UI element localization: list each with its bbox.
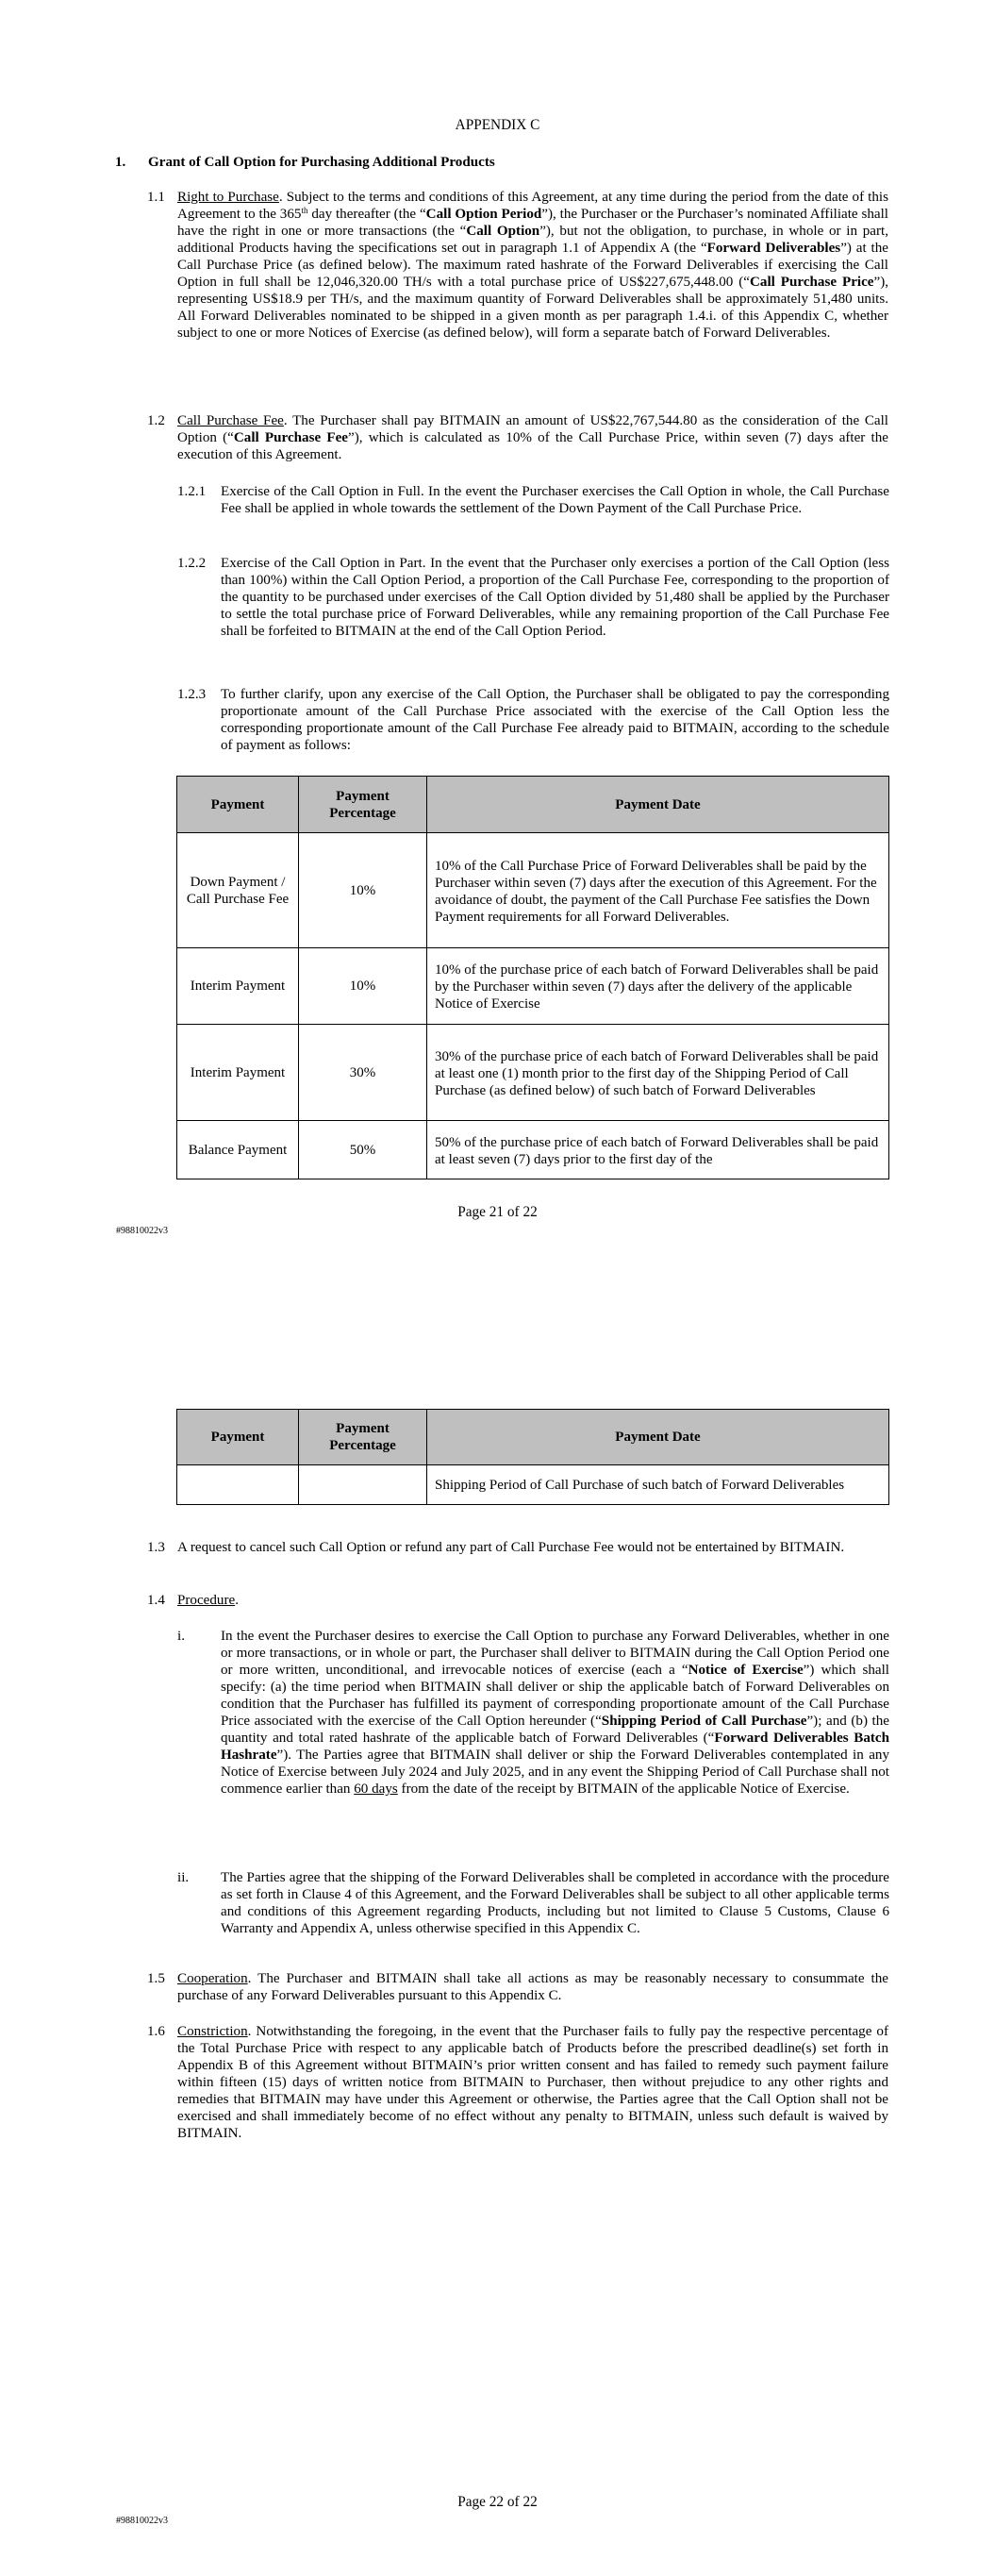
clause-heading: Cooperation bbox=[177, 1971, 248, 1986]
clause-heading: Procedure bbox=[177, 1593, 236, 1608]
superscript: th bbox=[301, 206, 308, 215]
cell-percentage: 10% bbox=[299, 833, 427, 948]
subclause-number: 1.2.2 bbox=[177, 556, 207, 571]
cell-percentage: 30% bbox=[299, 1025, 427, 1121]
defined-term: Call Purchase Price bbox=[750, 275, 874, 290]
table-row bbox=[177, 1121, 889, 1179]
cell-payment: Interim Payment bbox=[177, 948, 299, 1025]
text-run: ”). The Parties agree that BITMAIN shall deliver or ship the Forward Deliverables contemplated in any Notice of Exercise between July 2024 and July 2025, and in any event the Shipping Period of Call Purchase shall not commence earlier than bbox=[221, 1748, 889, 1797]
defined-term: Shipping Period of Call Purchase bbox=[601, 1714, 807, 1729]
clause-number: 1.1 bbox=[147, 190, 165, 205]
text-run: . Notwithstanding the foregoing, in the event that the Purchaser fails to fully pay the respective percentage of the Total Purchase Price with respect to any applicable batch of Products before the prescribed deadline(s) set forth in Appendix B of this Agreement without BITMAIN’s prior written consent and has failed to remedy such payment failure within fifteen (15) days of written notice from BITMAIN to Purchaser, then without prejudice to any other rights and remedies that BITMAIN may have under this Agreement or otherwise, the Parties agree that the Call Option shall not be exercised and shall immediately become of no effect without any penalty to BITMAIN, unless such default is waived by BITMAIN. bbox=[177, 2024, 888, 2141]
item-text bbox=[221, 1628, 889, 1798]
clause-heading: Right to Purchase bbox=[177, 190, 279, 205]
text-run: ”), but not the obligation, to purchase, in whole or in part, additional Products having the specifications set out in paragraph 1.1 of Appendix A (the “ bbox=[177, 224, 888, 256]
cell-date: 10% of the purchase price of each batch of Forward Deliverables shall be paid by the Purchaser within seven (7) days after the delivery of the applicable Notice of Exercise bbox=[427, 948, 889, 1025]
text-run: . The Purchaser and BITMAIN shall take all actions as may be reasonably necessary to consummate the purchase of any Forward Deliverables pursuant to this Appendix C. bbox=[177, 1971, 888, 2003]
text-run: . bbox=[235, 1593, 239, 1608]
clause-text bbox=[177, 1592, 888, 1609]
clause-number: 1.3 bbox=[147, 1540, 165, 1555]
procedure-item-ii bbox=[177, 1869, 889, 1937]
item-text: The Parties agree that the shipping of the Forward Deliverables shall be completed in accordance with the procedure as set forth in Clause 4 of this Agreement, and the Forward Deliverables shall be subject to all other applicable terms and conditions of this Agreement regarding Products, including but not limited to Clause 5 Customs, Clause 6 Warranty and Appendix A, unless otherwise specified in this Appendix C. bbox=[221, 1870, 889, 1936]
subclause-number: 1.2.3 bbox=[177, 687, 207, 702]
header-percentage: Payment Percentage bbox=[299, 1410, 427, 1465]
clause-number: 1.5 bbox=[147, 1971, 165, 1986]
document-id: #98810022v3 bbox=[116, 1226, 168, 1236]
clause-1-5 bbox=[147, 1970, 888, 2004]
table-row bbox=[177, 833, 889, 948]
subclause-1-2-3 bbox=[177, 686, 889, 754]
section-number: 1. bbox=[115, 155, 126, 170]
text-run: ”), the Purchaser or the Purchaser’s nominated Affiliate shall have the right in one or more transactions (the “ bbox=[177, 207, 888, 239]
cell-date: 50% of the purchase price of each batch of Forward Deliverables shall be paid at least seven (7) days prior to the first day of the bbox=[427, 1121, 889, 1179]
subclause-text: Exercise of the Call Option in Full. In the event the Purchaser exercises the Call Option in whole, the Call Purchase Fee shall be applied in whole towards the settlement of the Down Payment of the Call Purchase Price. bbox=[221, 484, 889, 516]
defined-term: Call Option Period bbox=[425, 207, 542, 222]
subclause-text: Exercise of the Call Option in Part. In the event that the Purchaser only exercises a portion of the Call Option (less than 100%) within the Call Option Period, a proportion of the Call Purchase Fee, corresponding to the proportion of the quantity to be purchased under exercises of the Call Option divided by 51,480 shall be applied by the Purchaser to settle the total purchase price of Forward Deliverables, while any remaining proportion of the Call Purchase Fee shall be forfeited to BITMAIN at the end of the Call Option Period. bbox=[221, 556, 889, 639]
clause-text bbox=[177, 189, 888, 342]
subclause-text: To further clarify, upon any exercise of the Call Option, the Purchaser shall be obligated to pay the corresponding proportionate amount of the Call Purchase Price associated with the exercise of the Call Option less the corresponding proportionate amount of the Call Purchase Fee already paid to BITMAIN, according to the schedule of payment as follows: bbox=[221, 687, 889, 753]
cell-date: Shipping Period of Call Purchase of such batch of Forward Deliverables bbox=[427, 1465, 889, 1505]
table-row bbox=[177, 948, 889, 1025]
text-run: In the event the Purchaser desires to exercise the Call Option to purchase any Forward Deliverables, whether in one or more transactions, or in whole or part, the Purchaser shall deliver to BITMAIN during the Call Option Period one or more written, unconditional, and irrevocable notices of exercise (each a “ bbox=[221, 1629, 889, 1678]
text-run: ”) at the Call Purchase Price (as defined below). The maximum rated hashrate of the Forward Deliverables if exercising the Call Option in full shall be 12,046,320.00 TH/s with a total purchase price of US$227,675,448.00 (“ bbox=[177, 241, 889, 290]
header-payment: Payment bbox=[177, 777, 299, 833]
header-date: Payment Date bbox=[427, 1410, 889, 1465]
page-title: APPENDIX C bbox=[455, 117, 540, 133]
table-row bbox=[177, 1465, 889, 1505]
text-run: ”), representing US$18.9 per TH/s, and the maximum quantity of Forward Deliverables shall be approximately 51,480 units. All Forward Deliverables nominated to be shipped in a given month as per paragraph 1.4.i. of this Appendix C, whether subject to one or more Notices of Exercise (as defined below), will form a separate batch of Forward Deliverables. bbox=[177, 275, 888, 341]
defined-term: Call Purchase Fee bbox=[233, 430, 349, 445]
text-run: ”); and (b) the quantity and total rated hashrate of the applicable batch of Forward Deliverables (“ bbox=[221, 1714, 889, 1746]
subclause-1-2-2 bbox=[177, 555, 889, 640]
section-heading bbox=[115, 154, 917, 171]
cell-payment: Interim Payment bbox=[177, 1025, 299, 1121]
text-run: ”) which shall specify: (a) the time period when BITMAIN shall deliver or ship the applicable batch of Forward Deliverables on condition that the Purchaser has fulfilled its payment of corresponding proportionate amount of the Call Purchase Price associated with the exercise of the Call Option hereunder (“ bbox=[221, 1663, 889, 1729]
page-number: Page 21 of 22 bbox=[457, 1204, 538, 1220]
text-run: day thereafter (the “ bbox=[307, 207, 426, 222]
clause-number: 1.4 bbox=[147, 1593, 165, 1608]
cell-date: 30% of the purchase price of each batch of Forward Deliverables shall be paid at least one (1) month prior to the first day of the Shipping Period of Call Purchase (as defined below) of such batch of Forward Deliverables bbox=[427, 1025, 889, 1121]
item-number: i. bbox=[177, 1629, 185, 1644]
clause-1-6 bbox=[147, 2023, 888, 2142]
subclause-number: 1.2.1 bbox=[177, 484, 207, 499]
text-run: . The Purchaser shall pay BITMAIN an amount of US$22,767,544.80 as the consideration of the Call Option (“ bbox=[177, 413, 888, 445]
header-payment: Payment bbox=[177, 1410, 299, 1465]
clause-1-2 bbox=[147, 412, 888, 463]
item-number: ii. bbox=[177, 1870, 190, 1885]
text-run: . Subject to the terms and conditions of this Agreement, at any time during the period from the date of this Agreement to the 365 bbox=[177, 190, 888, 222]
clause-1-3 bbox=[147, 1539, 888, 1556]
clause-heading: Call Purchase Fee bbox=[177, 413, 284, 428]
defined-term: Forward Deliverables bbox=[706, 241, 841, 256]
clause-text bbox=[177, 1970, 888, 2004]
subclause-1-2-1 bbox=[177, 483, 889, 517]
clause-heading: Constriction bbox=[177, 2024, 248, 2039]
cell-percentage bbox=[299, 1465, 427, 1505]
header-date: Payment Date bbox=[427, 777, 889, 833]
page-number: Page 22 of 22 bbox=[457, 2494, 538, 2510]
procedure-item-i bbox=[177, 1628, 889, 1798]
underlined-term: 60 days bbox=[354, 1781, 398, 1797]
cell-payment bbox=[177, 1465, 299, 1505]
clause-1-1 bbox=[147, 189, 888, 342]
clause-1-4 bbox=[147, 1592, 888, 1609]
clause-number: 1.2 bbox=[147, 413, 165, 428]
clause-text bbox=[177, 412, 888, 463]
clause-text: A request to cancel such Call Option or refund any part of Call Purchase Fee would not be entertained by BITMAIN. bbox=[177, 1540, 845, 1555]
table-header-row bbox=[177, 777, 889, 833]
payment-schedule-table-continued bbox=[176, 1409, 889, 1505]
cell-date: 10% of the Call Purchase Price of Forward Deliverables shall be paid by the Purchaser within seven (7) days after the execution of this Agreement. For the avoidance of doubt, the payment of the Call Purchase Fee satisfies the Down Payment requirements for all Forward Deliverables. bbox=[427, 833, 889, 948]
clause-number: 1.6 bbox=[147, 2024, 165, 2039]
text-run: ”), which is calculated as 10% of the Call Purchase Price, within seven (7) days after the execution of this Agreement. bbox=[177, 430, 888, 462]
document-id: #98810022v3 bbox=[116, 2516, 168, 2526]
defined-term: Notice of Exercise bbox=[688, 1663, 804, 1678]
cell-payment: Down Payment / Call Purchase Fee bbox=[177, 833, 299, 948]
clause-text bbox=[177, 2023, 888, 2142]
cell-percentage: 50% bbox=[299, 1121, 427, 1179]
header-percentage: Payment Percentage bbox=[299, 777, 427, 833]
section-title: Grant of Call Option for Purchasing Additional Products bbox=[148, 155, 495, 170]
cell-percentage: 10% bbox=[299, 948, 427, 1025]
table-row bbox=[177, 1025, 889, 1121]
payment-schedule-table bbox=[176, 776, 889, 1179]
defined-term: Call Option bbox=[466, 224, 540, 239]
table-header-row bbox=[177, 1410, 889, 1465]
cell-payment: Balance Payment bbox=[177, 1121, 299, 1179]
text-run: from the date of the receipt by BITMAIN of the applicable Notice of Exercise. bbox=[397, 1781, 850, 1797]
defined-term: Forward Deliverables Batch Hashrate bbox=[221, 1731, 889, 1763]
